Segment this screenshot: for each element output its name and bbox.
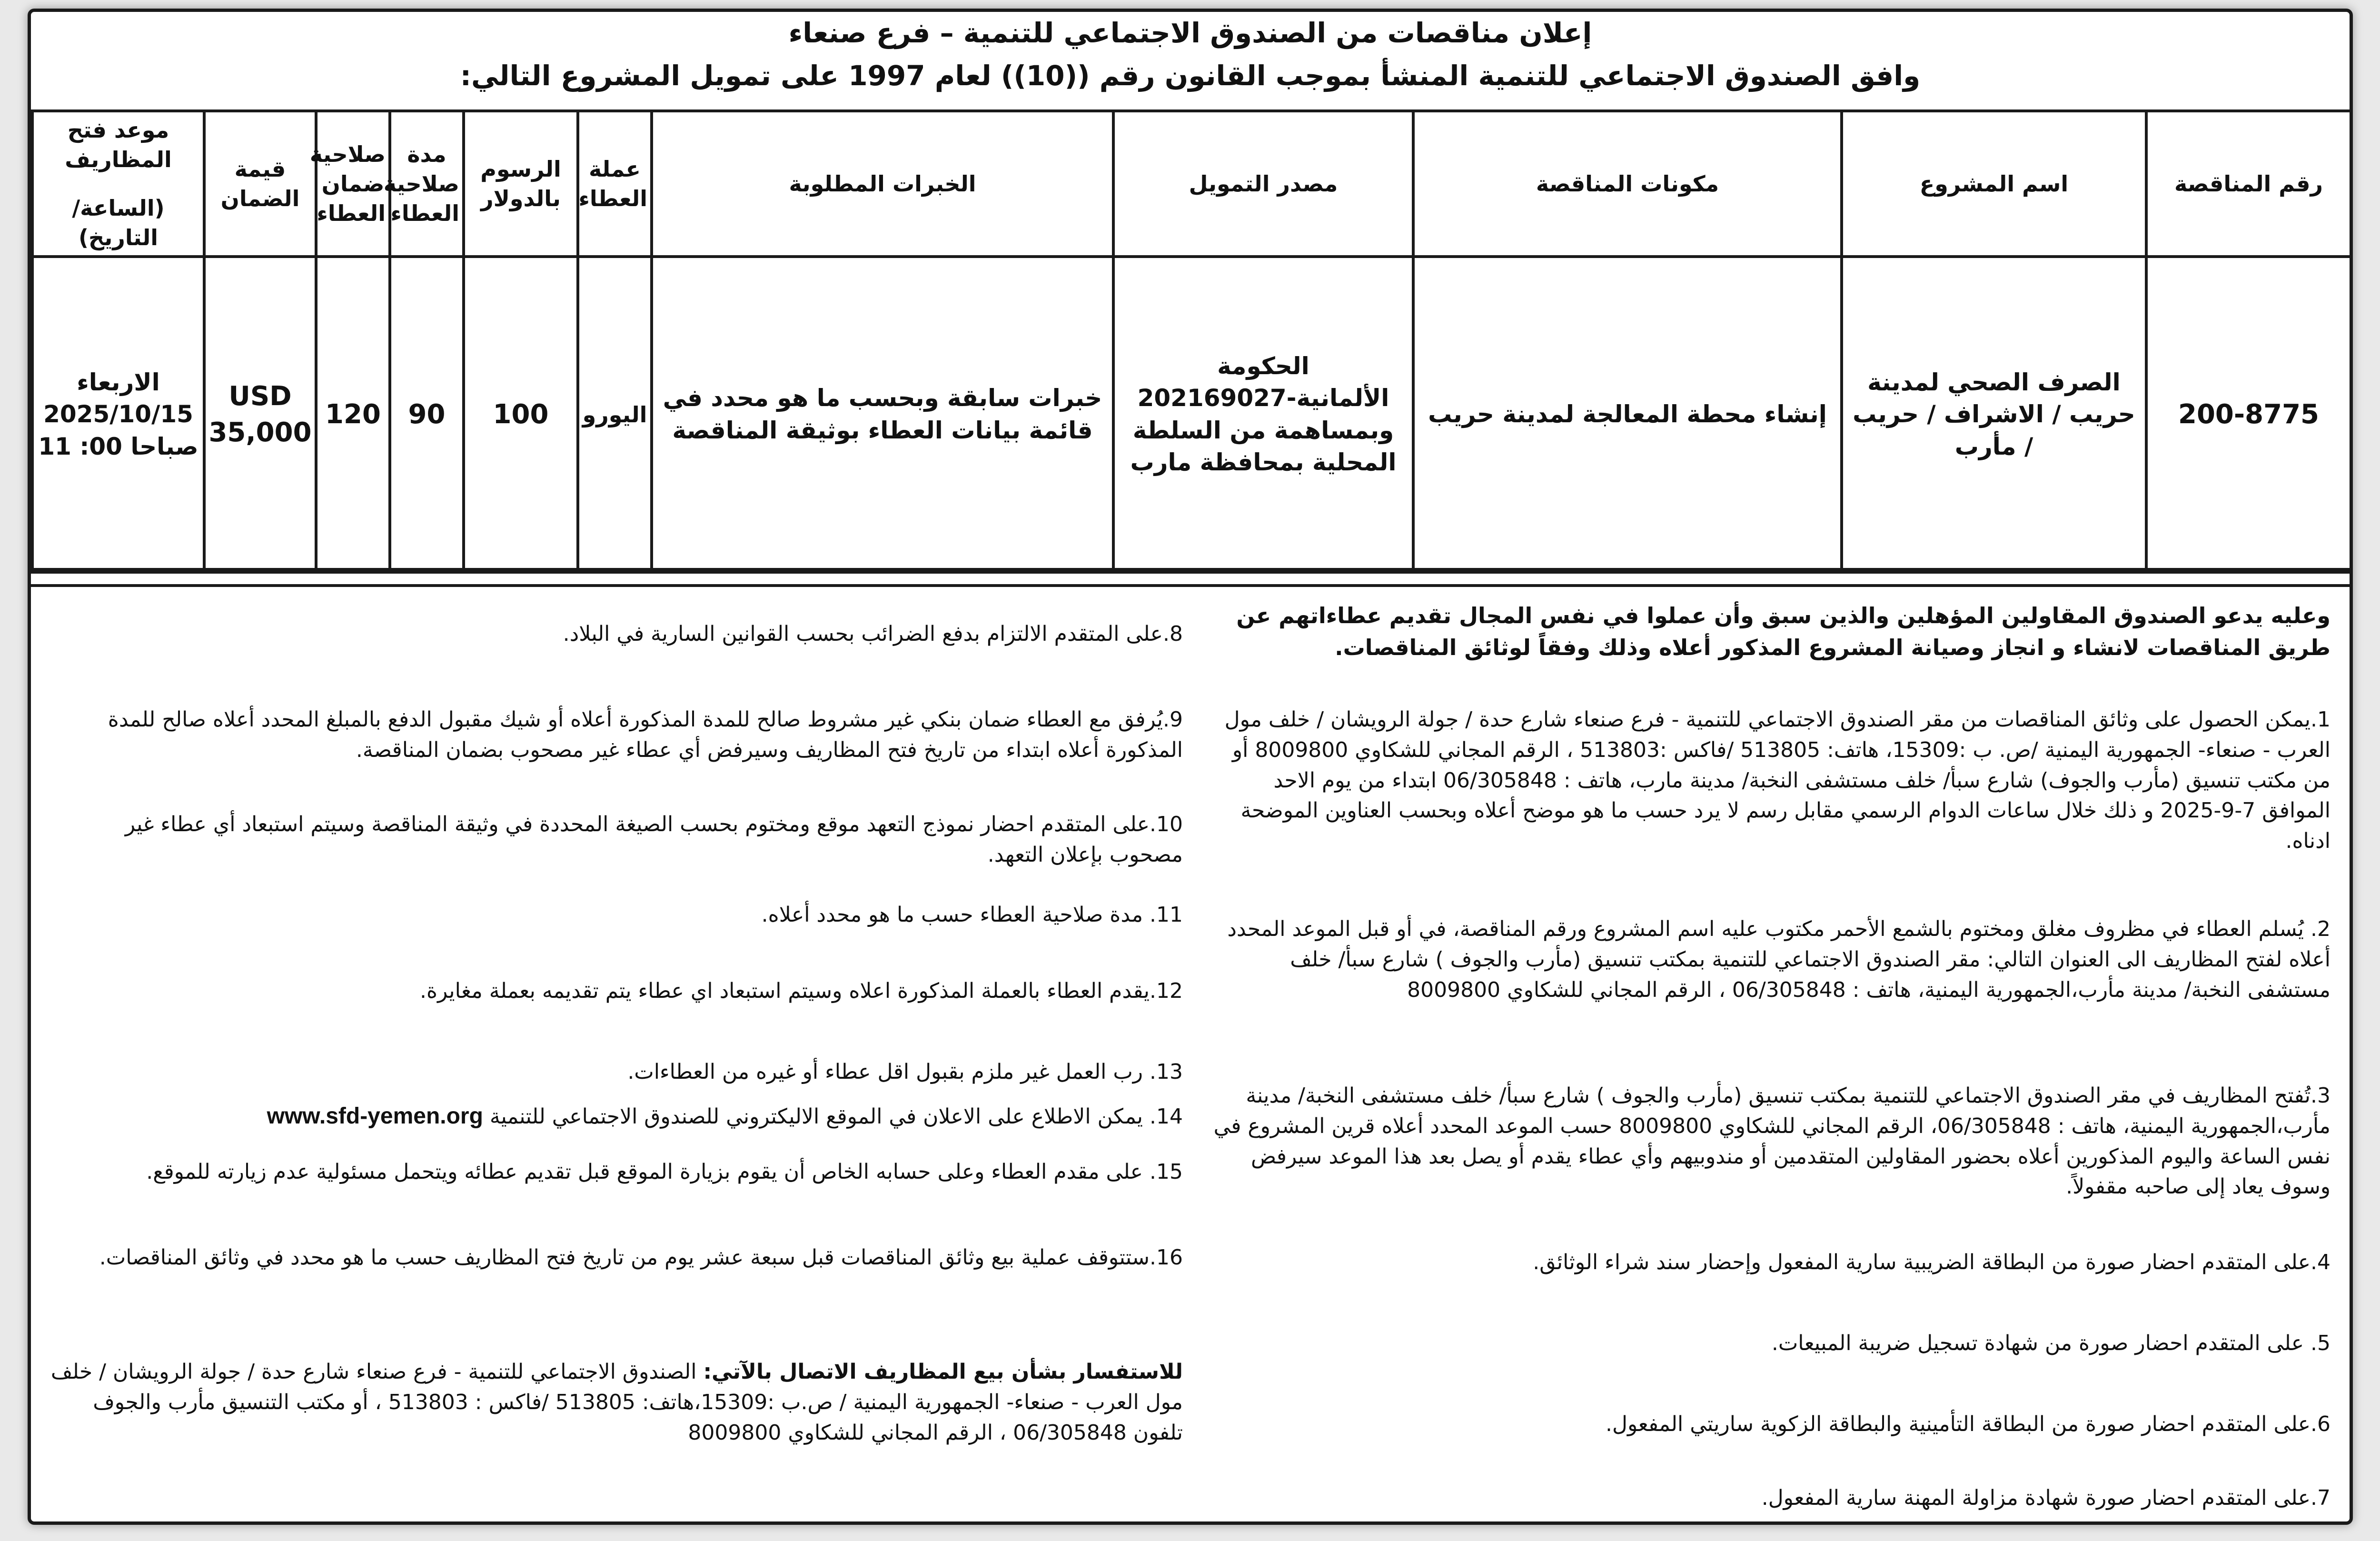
contact-label: للاستفسار بشأن بيع المظاريف الاتصال بالآتي: (703, 1360, 1183, 1384)
guarantee-currency: USD (228, 381, 292, 412)
term-1: 1.يمكن الحصول على وثائق المناقصات من مقر الصندوق الاجتماعي للتنمية - فرع صنعاء شارع حدة / جولة الرويشان / خلف مول العرب - صنعاء- الجمهورية اليمنية /ص. ب :15309، هاتف: 513805 /فاكس :513803 ، الرقم المجاني للشكاوي 8009800 أو من مكتب تنسيق (مأرب والجوف) شارع سبأ/ خلف مستشفى النخبة/ مدينة مارب، هاتف : 06/305848 ابتداء من يوم الاحد الموافق 7-9-2025 و ذلك خلال ساعات الدوام الرسمي مقابل رسم لا يرد حسب ما هو موضح أعلاه وبحسب العناوين الموضحة ادناه. (1224, 707, 2330, 854)
cell-fees: 100 (464, 257, 578, 572)
cell-required-experience: خبرات سابقة وبحسب ما هو محدد في قائمة بيانات العطاء بوثيقة المناقصة (652, 257, 1113, 572)
term-8: 8.على المتقدم الالتزام بدفع الضرائب بحسب القوانين السارية في البلاد. (563, 622, 1183, 646)
section-divider (31, 568, 2350, 587)
cell-bid-currency: اليورو (578, 257, 652, 572)
guarantee-amount: 35,000 (208, 417, 312, 448)
header-project-name: اسم المشروع (1842, 111, 2146, 257)
term-4: 4.على المتقدم احضار صورة من البطاقة الضريبية سارية المفعول وإحضار سند شراء الوثائق. (1533, 1250, 2330, 1274)
term-6: 6.على المتقدم احضار صورة من البطاقة التأمينية والبطاقة الزكوية ساريتي المفعول. (1606, 1412, 2330, 1436)
term-11: 11. مدة صلاحية العطاء حسب ما هو محدد أعلاه. (761, 903, 1183, 927)
contact-text: الصندوق الاجتماعي للتنمية - فرع صنعاء شارع حدة / جولة الرويشان / خلف مول العرب - صنعاء- الجمهورية اليمنية / ص.ب :15309،هاتف: 513805 /فاكس : 513803 ، أو مكتب التنسيق مأرب والجوف تلفون 06/305848 ، الرقم المجاني للشكاوي 8009800 (50, 1360, 1183, 1445)
tender-table (31, 109, 2352, 574)
term-2: 2. يُسلم العطاء في مظروف مغلق ومختوم بالشمع الأحمر مكتوب عليه اسم المشروع ورقم المناقصة، في أو قبل الموعد المحدد أعلاه لفتح المظاريف الى العنوان التالي: مقر الصندوق الاجتماعي للتنمية بمكتب تنسيق (مأرب والجوف ) شارع سبأ/ خلف مستشفى النخبة/ مدينة مأرب،الجمهورية اليمنية، هاتف : 06/305848 ، الرقم المجاني للشكاوي 8009800 (1227, 917, 2330, 1002)
cell-bid-validity: 90 (390, 257, 464, 572)
cell-components: إنشاء محطة المعالجة لمدينة حريب (1413, 257, 1842, 572)
intro-paragraph: وعليه يدعو الصندوق المقاولين المؤهلين والذين سبق وأن عملوا في نفس المجال تقديم عطاءاتهم عن طريق المناقصات لانشاء و انجاز وصيانة المشروع المذكور أعلاه وذلك وفقاً لوثائق المناقصات. (1236, 603, 2330, 660)
term-3: 3.تُفتح المظاريف في مقر الصندوق الاجتماعي للتنمية بمكتب تنسيق (مأرب والجوف ) شارع سبأ/ خلف مستشفى النخبة/ مدينة مأرب،الجمهورية اليمنية، هاتف : 06/305848، الرقم المجاني للشكاوي 8009800 حسب الموعد المحدد أعلاه قرين المشروع في نفس الساعة واليوم المذكورين أعلاه بحضور المقاولين المتقدمين أو مندوبيهم وأي عطاء يقدم أو يصل بعد هذا الموعد سيرفض وسوف يعاد إلى صاحبه مقفولاً. (1213, 1084, 2330, 1199)
header-fees: الرسوم بالدولار (464, 111, 578, 257)
header-bid-currency: عملة العطاء (578, 111, 652, 257)
header-guarantee-value: قيمة الضمان (204, 111, 316, 257)
cell-funding-source: الحكومة الألمانية-202169027 وبمساهمة من السلطة المحلية بمحافظة مارب (1113, 257, 1413, 572)
term-10: 10.على المتقدم احضار نموذج التعهد موقع ومختوم بحسب الصيغة المحددة في وثيقة المناقصة وسيتم استبعاد أي عطاء غير مصحوب بإعلان التعهد. (125, 812, 1183, 867)
contact-info (50, 1357, 1183, 1448)
opening-date-label: موعد فتح المظاريف (65, 117, 172, 173)
cell-guarantee-validity: 120 (316, 257, 390, 572)
term-14 (50, 1100, 1183, 1133)
term-16: 16.ستتوقف عملية بيع وثائق المناقصات قبل سبعة عشر يوم من تاريخ فتح المظاريف حسب ما هو محدد في وثائق المناقصات. (99, 1245, 1183, 1270)
website-link[interactable]: www.sfd-yemen.org (267, 1104, 483, 1129)
term-15: 15. على مقدم العطاء وعلى حسابه الخاص أن يقوم بزيارة الموقع قبل تقديم عطائه ويتحمل مسئولية عدم زيارته للموقع. (146, 1160, 1183, 1184)
header-required-experience: الخبرات المطلوبة (652, 111, 1113, 257)
header-components: مكونات المناقصة (1413, 111, 1842, 257)
header-opening-date (32, 111, 204, 257)
term-5: 5. على المتقدم احضار صورة من شهادة تسجيل ضريبة المبيعات. (1771, 1331, 2330, 1355)
opening-time: صباحا 00: 11 (38, 432, 198, 460)
opening-date-sublabel: (الساعة/التاريخ) (72, 195, 165, 251)
header-funding-source: مصدر التمويل (1113, 111, 1413, 257)
term-12: 12.يقدم العطاء بالعملة المذكورة اعلاه وسيتم استبعاد اي عطاء يتم تقديمه بعملة مغايرة. (420, 979, 1183, 1003)
announcement-header (31, 12, 2350, 107)
term-7: 7.على المتقدم احضار صورة شهادة مزاولة المهنة سارية المفعول. (1761, 1486, 2330, 1510)
cell-guarantee-value (204, 257, 316, 572)
header-bid-validity: مدة صلاحية العطاء (390, 111, 464, 257)
cell-opening-date (32, 257, 204, 572)
opening-date-value: 2025/10/15 (43, 400, 193, 428)
opening-day: الاربعاء (77, 368, 160, 396)
header-guarantee-validity: صلاحية ضمان العطاء (316, 111, 390, 257)
header-tender-number: رقم المناقصة (2146, 111, 2351, 257)
term-13: 13. رب العمل غير ملزم بقبول اقل عطاء أو غيره من العطاءات. (627, 1060, 1183, 1084)
tender-announcement (28, 9, 2353, 1525)
header-subtitle: وافق الصندوق الاجتماعي للتنمية المنشأ بموجب القانون رقم ((10)) لعام 1997 على تمويل المشروع التالي: (460, 60, 1921, 92)
cell-tender-number: 200-8775 (2146, 257, 2351, 572)
cell-project-name: الصرف الصحي لمدينة حريب / الاشراف / حريب / مأرب (1842, 257, 2146, 572)
header-title: إعلان مناقصات من الصندوق الاجتماعي للتنمية – فرع صنعاء (788, 17, 1592, 49)
term-14-text: 14. يمكن الاطلاع على الاعلان في الموقع الاليكتروني للصندوق الاجتماعي للتنمية (489, 1104, 1183, 1129)
term-9: 9.يُرفق مع العطاء ضمان بنكي غير مشروط صالح للمدة المذكورة أعلاه أو شيك مقبول الدفع بالمبلغ المحدد أعلاه صالح للمدة المذكورة أعلاه ابتداء من تاريخ فتح المظاريف وسيرفض أي عطاء غير مصحوب بضمان المناقصة. (108, 707, 1183, 762)
